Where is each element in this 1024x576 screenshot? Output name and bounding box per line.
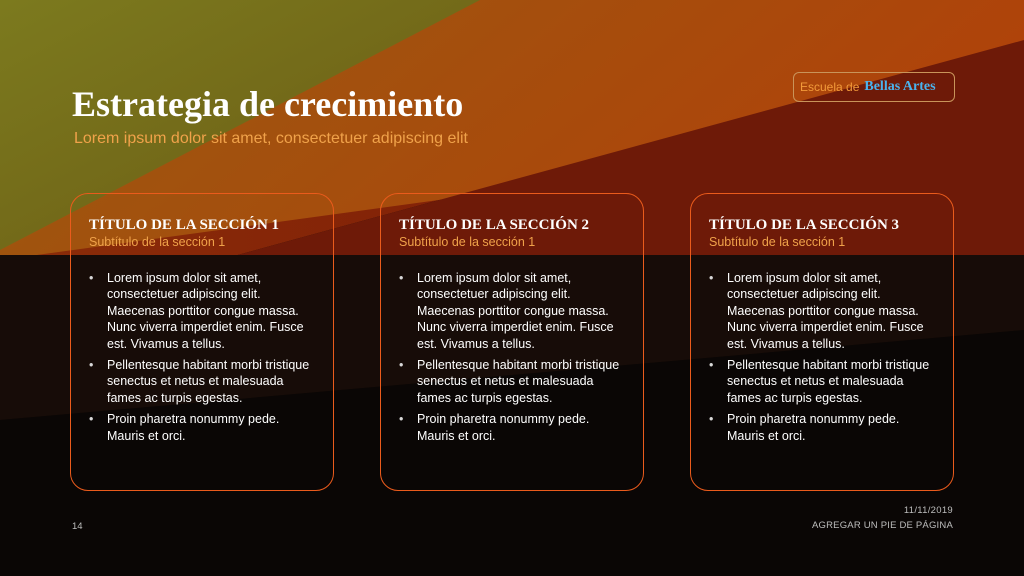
bullet-text: Lorem ipsum dolor sit amet, consectetuer adipiscing elit. Maecenas porttitor congue massa. Nunc viverra imperdiet enim. Fusce est. Vivamus a tellus. — [417, 271, 614, 351]
bullet-text: Proin pharetra nonummy pede. Mauris et orci. — [417, 412, 590, 443]
bullet-icon: • — [89, 412, 94, 427]
section-card-1 — [70, 193, 334, 491]
logo-prefix: Escuela de — [800, 80, 860, 94]
list-item — [89, 357, 319, 406]
list-item — [709, 357, 939, 406]
page-subtitle: Lorem ipsum dolor sit amet, consectetuer adipiscing elit — [74, 130, 468, 147]
section-subtitle: Subtítulo de la sección 1 — [89, 235, 226, 249]
bullet-text: Pellentesque habitant morbi tristique senectus et netus et malesuada fames ac turpis egestas. — [727, 358, 930, 405]
bullet-icon: • — [399, 271, 404, 285]
bullet-icon: • — [709, 412, 714, 427]
section-title: TÍTULO DE LA SECCIÓN 3 — [709, 217, 900, 233]
footer-text: AGREGAR UN PIE DE PÁGINA — [812, 520, 953, 531]
bullet-icon: • — [709, 271, 714, 285]
bullet-text: Lorem ipsum dolor sit amet, consectetuer adipiscing elit. Maecenas porttitor congue massa. Nunc viverra imperdiet enim. Fusce est. Vivamus a tellus. — [107, 271, 304, 351]
bullet-list — [89, 270, 319, 444]
list-item — [709, 411, 939, 444]
logo-name: Bellas Artes — [864, 79, 936, 94]
bullet-icon: • — [399, 412, 404, 427]
bullet-text: Pellentesque habitant morbi tristique senectus et netus et malesuada fames ac turpis egestas. — [417, 358, 620, 405]
bullet-icon: • — [399, 358, 404, 373]
bullet-text: Proin pharetra nonummy pede. Mauris et orci. — [107, 412, 280, 443]
bullet-text: Lorem ipsum dolor sit amet, consectetuer adipiscing elit. Maecenas porttitor congue massa. Nunc viverra imperdiet enim. Fusce est. Vivamus a tellus. — [727, 271, 924, 351]
list-item — [89, 411, 319, 444]
list-item — [89, 270, 319, 352]
page-number: 14 — [72, 521, 83, 532]
section-title: TÍTULO DE LA SECCIÓN 2 — [399, 217, 590, 233]
bullet-text: Proin pharetra nonummy pede. Mauris et orci. — [727, 412, 900, 443]
list-item — [399, 270, 629, 352]
bullet-icon: • — [709, 358, 714, 373]
bullet-list — [709, 270, 939, 444]
list-item — [709, 270, 939, 352]
bullet-icon: • — [89, 271, 94, 285]
list-item — [399, 411, 629, 444]
page-title: Estrategia de crecimiento — [72, 84, 464, 124]
section-title: TÍTULO DE LA SECCIÓN 1 — [89, 217, 280, 233]
section-card-2 — [380, 193, 644, 491]
school-logo — [793, 72, 955, 102]
bullet-list — [399, 270, 629, 444]
section-subtitle: Subtítulo de la sección 1 — [399, 235, 536, 249]
bullet-icon: • — [89, 358, 94, 373]
section-subtitle: Subtítulo de la sección 1 — [709, 235, 846, 249]
footer-date: 11/11/2019 — [903, 505, 953, 516]
list-item — [399, 357, 629, 406]
bullet-text: Pellentesque habitant morbi tristique senectus et netus et malesuada fames ac turpis egestas. — [107, 358, 310, 405]
section-card-3 — [690, 193, 954, 491]
